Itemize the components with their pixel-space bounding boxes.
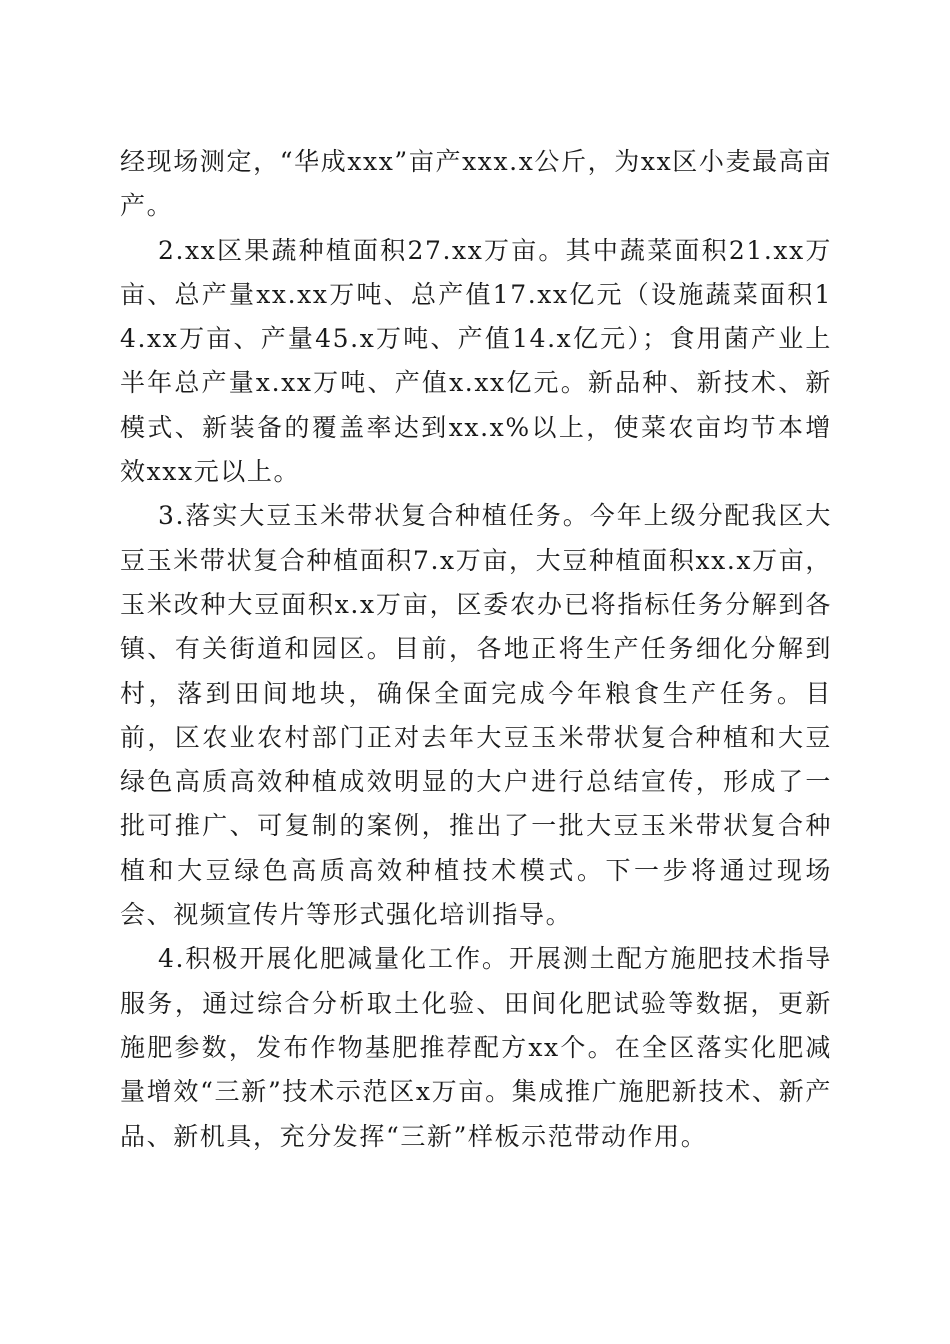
paragraph-item-4: 4.积极开展化肥减量化工作。开展测土配方施肥技术指导服务，通过综合分析取土化验、田间化肥试验等数据，更新施肥参数，发布作物基肥推荐配方xx个。在全区落实化肥减量增效“三新”技术示范区x万亩。集成推广施肥新技术、新产品、新机具，充分发挥“三新”样板示范带动作用。 [120,944,832,1151]
paragraph-item-3: 3.落实大豆玉米带状复合种植任务。今年上级分配我区大豆玉米带状复合种植面积7.x万亩，大豆种植面积xx.x万亩，玉米改种大豆面积x.x万亩，区委农办已将指标任务分解到各镇、有关街道和园区。目前，各地正将生产任务细化分解到村，落到田间地块，确保全面完成今年粮食生产任务。目前，区农业农村部门正对去年大豆玉米带状复合种植和大豆绿色高质高效种植成效明显的大户进行总结宣传，形成了一批可推广、可复制的案例，推出了一批大豆玉米带状复合种植和大豆绿色高质高效种植技术模式。下一步将通过现场会、视频宣传片等形式强化培训指导。 [120,501,832,930]
paragraph-continuation: 经现场测定，“华成xxx”亩产xxx.x公斤，为xx区小麦最高亩产。 [120,147,832,221]
document-body [120,140,832,1159]
paragraph-item-2: 2.xx区果蔬种植面积27.xx万亩。其中蔬菜面积21.xx万亩、总产量xx.xx万吨、总产值17.xx亿元（设施蔬菜面积14.xx万亩、产量45.x万吨、产值14.x亿元）；食用菌产业上半年总产量x.xx万吨、产值x.xx亿元。新品种、新技术、新模式、新装备的覆盖率达到xx.x%以上，使菜农亩均节本增效xxx元以上。 [120,235,832,487]
